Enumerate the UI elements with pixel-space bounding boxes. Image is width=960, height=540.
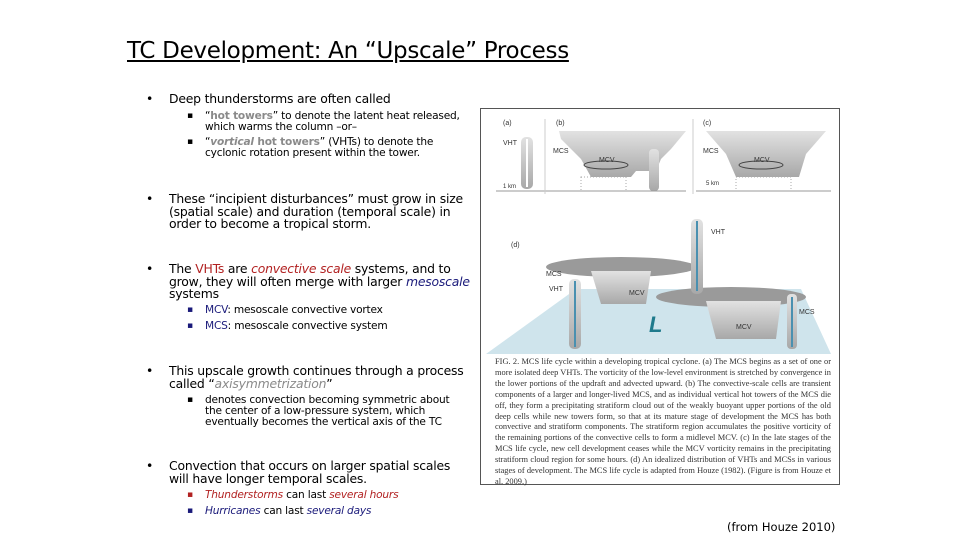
subbullet-mcs: ▪ MCS: mesoscale convective system: [187, 320, 388, 332]
label-5km: 5 km: [706, 181, 720, 187]
label-mcv-c: MCV: [754, 157, 770, 164]
label-vht-d1: VHT: [549, 286, 563, 293]
label-mcv-d2: MCV: [736, 324, 752, 331]
label-mcv-b: MCV: [599, 157, 615, 164]
bullet-spatial-temporal-scales: • Convection that occurs on larger spatial scales will have longer temporal scales.: [146, 458, 451, 486]
subbullet-vortical-hot-towers: ▪ “vortical hot towers” (VHTs) to denote the cyclonic rotation present within the tower.: [187, 136, 434, 159]
bullet-axisymmetrization: • This upscale growth continues through a process called “axisymmetrization”: [146, 363, 464, 391]
subbullet-hurricanes: ▪ Hurricanes can last several days: [187, 505, 372, 517]
label-1km: 1 km: [503, 184, 517, 190]
label-mcs-b: MCS: [553, 148, 569, 155]
bullet-incipient-disturbances: • These “incipient disturbances” must grow in size (spatial scale) and duration (temporal scale) in order to become a tropical storm.: [146, 191, 463, 231]
subbullet-thunderstorms: ▪ Thunderstorms can last several hours: [187, 489, 399, 501]
panel-label-a: (a): [503, 120, 512, 127]
mcs-life-cycle-figure: [480, 108, 840, 485]
panel-label-b: (b): [556, 120, 565, 127]
panel-label-c: (c): [703, 120, 712, 127]
mcs-cloud-c: [706, 131, 826, 177]
subbullet-axisymmetrization-definition: ▪ denotes convection becoming symmetric about the center of a low-pressure system, which eventually becomes the vertical axis of the TC: [187, 394, 450, 428]
bullet-vhts-convective-scale: • The VHTs are convective scale systems, and to grow, they will often merge with larger mesoscale systems: [146, 261, 470, 301]
subbullet-mcv: ▪ MCV: mesoscale convective vortex: [187, 304, 383, 316]
low-pressure-symbol: L: [649, 312, 663, 337]
mcs-diagram: [481, 109, 839, 354]
label-vht-d2: VHT: [711, 229, 725, 236]
panel-label-d: (d): [511, 242, 520, 249]
mcs-cloud-b: [559, 131, 686, 177]
subbullet-hot-towers: ▪ “hot towers” to denote the latent heat released, which warms the column –or–: [187, 110, 460, 133]
bullet-deep-thunderstorms: • Deep thunderstorms are often called: [146, 91, 391, 106]
label-mcs-c: MCS: [703, 148, 719, 155]
label-mcs-d1: MCS: [546, 271, 562, 278]
label-vht-a: VHT: [503, 140, 517, 147]
label-mcs-d2: MCS: [799, 309, 815, 316]
figure-credit: (from Houze 2010): [727, 520, 836, 534]
figure-caption: FIG. 2. MCS life cycle within a developing tropical cyclone. (a) The MCS begins as a set of one or more isolated deep VHTs. The vorticity of the low-level environment is stretched by convergence in the lower portions of the updraft and advected upward. (b) The convective-scale cells are transient components of a larger and longer-lived MCS, and as individual vertical hot towers of the MCS die off, they form a precipitating stratiform cloud out of the weakly buoyant upper portions of the old deep cells while new towers form, so that at its mature stage of development the MCS has both convective and stratiform components. The stratiform region accumulates the positive vorticity of the remaining portions of the convective cells to form a midlevel MCV. (c) In the late stages of the MCS life cycle, new cell development ceases while the MCV vorticity remains in the precipitating stratiform cloud region for some hours. (d) An idealized distribution of VHTs and MCSs in various stages of development. The MCS life cycle is adapted from Houze (1982). (Figure is from Houze et al. 2009.): [495, 357, 831, 486]
label-mcv-d1: MCV: [629, 290, 645, 297]
slide-title: TC Development: An “Upscale” Process: [127, 38, 569, 64]
